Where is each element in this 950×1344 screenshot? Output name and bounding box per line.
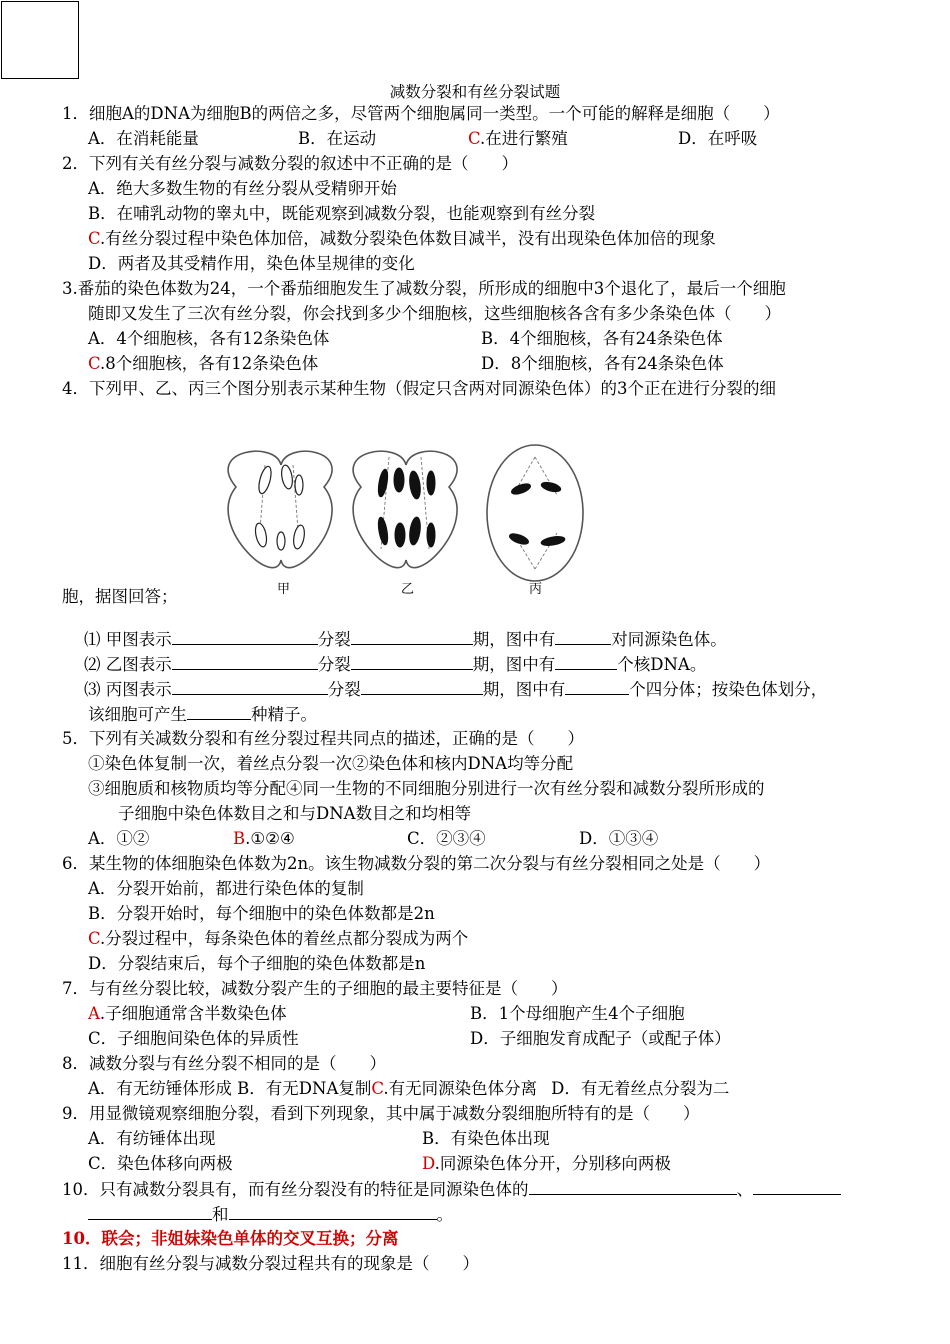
q5-option-b — [233, 828, 407, 850]
q4-s2-a: ⑵ 乙图表示 — [84, 655, 172, 674]
q3-option-c-text: .8个细胞核，各有12条染色体 — [100, 354, 319, 373]
q1-option-c-text: .在进行繁殖 — [480, 129, 568, 148]
q7-option-a-letter: A — [88, 1004, 100, 1023]
q7-options-ab — [88, 1003, 685, 1025]
q4-s2-blank-3[interactable] — [555, 653, 617, 670]
q6-option-d: D．分裂结束后，每个子细胞的染色体数都是n — [88, 954, 426, 973]
q1-option-b: B．在运动 — [298, 129, 377, 148]
q4-s1-c: 期，图中有 — [472, 630, 556, 649]
q4-s2-blank-2[interactable] — [351, 653, 473, 670]
q3-option-a: A．4个细胞核，各有12条染色体 — [88, 329, 330, 348]
q4-s3-blank-3[interactable] — [565, 678, 629, 695]
q8-option-c-text: .有无同源染色体分离 — [383, 1079, 538, 1098]
question-2-stem: 2．下列有关有丝分裂与减数分裂的叙述中不正确的是（ ） — [62, 154, 518, 173]
q3-options-ab — [88, 328, 723, 350]
cell-bing-outline — [487, 445, 583, 581]
q2-option-c-text: .有丝分裂过程中染色体加倍，减数分裂染色体数目减半，没有出现染色体加倍的现象 — [100, 229, 716, 248]
question-3-stem-line1: 3.番茄的染色体数为24，一个番茄细胞发生了减数分裂，所形成的细胞中3个退化了，最后一个细胞 — [62, 279, 786, 298]
q8-option-d: D．有无着丝点分裂为二 — [551, 1079, 730, 1098]
q4-s1-a: ⑴ 甲图表示 — [84, 630, 172, 649]
q4-s3-a: ⑶ 丙图表示 — [84, 680, 172, 699]
q10-and: 和 — [212, 1205, 229, 1224]
q4-s3-blank-4[interactable] — [187, 703, 251, 720]
q1-option-d: D．在呼吸 — [678, 129, 758, 148]
q9-option-c: C．染色体移向两极 — [88, 1154, 233, 1173]
q10-end: 。 — [436, 1205, 453, 1224]
q9-option-d — [422, 1153, 671, 1175]
q6-option-b: B．分裂开始时，每个细胞中的染色体数都是2n — [88, 904, 435, 923]
q5-option-d: D．①③④ — [579, 829, 659, 848]
q4-s3-blank-1[interactable] — [172, 678, 328, 695]
q5-item-line1: ①染色体复制一次，着丝点分裂一次②染色体和核内DNA均等分配 — [88, 754, 574, 773]
q9-options-ab — [88, 1128, 550, 1150]
q2-option-c — [88, 228, 716, 250]
q8-option-c-letter: C — [371, 1079, 384, 1098]
q10-blank-2[interactable] — [753, 1178, 841, 1195]
cell-yi-outline — [353, 451, 457, 567]
question-10-stem — [62, 1178, 841, 1201]
q1-option-a: A．在消耗能量 — [88, 129, 199, 148]
q4-s2-d: 个核DNA。 — [617, 655, 707, 674]
q5-option-b-letter: B — [233, 829, 246, 848]
figure-label-jia: 甲 — [277, 582, 291, 597]
q4-sub-1 — [84, 628, 727, 651]
figure-label-bing: 丙 — [529, 582, 543, 597]
q7-option-c: C．子细胞间染色体的异质性 — [88, 1029, 299, 1048]
q8-options — [88, 1078, 729, 1100]
q2-option-c-letter: C — [88, 229, 101, 248]
q4-s2-b: 分裂 — [317, 655, 351, 674]
q3-option-b: B．4个细胞核，各有24条染色体 — [481, 329, 723, 348]
q10-blank-3[interactable] — [88, 1203, 212, 1220]
q10-blank-1[interactable] — [529, 1178, 737, 1195]
q1-option-c-letter: C — [468, 129, 481, 148]
q4-s3-blank-2[interactable] — [361, 678, 483, 695]
q7-options-cd — [88, 1028, 731, 1050]
cell-division-figure — [195, 425, 595, 605]
q4-s3-line2-b: 种精子。 — [251, 705, 317, 724]
question-4-stem-cont: 胞，据图回答； — [62, 587, 178, 606]
q7-option-a — [88, 1003, 470, 1025]
question-1-stem: 1．细胞A的DNA为细胞B的两倍之多，尽管两个细胞属同一类型。一个可能的解释是细胞（ ） — [62, 104, 780, 123]
question-11-stem: 11．细胞有丝分裂与减数分裂过程共有的现象是（ ） — [62, 1254, 479, 1273]
question-8-stem: 8．减数分裂与有丝分裂不相同的是（ ） — [62, 1054, 386, 1073]
q4-s1-d: 对同源染色体。 — [611, 630, 727, 649]
q2-option-b: B．在哺乳动物的睾丸中，既能观察到减数分裂，也能观察到有丝分裂 — [88, 204, 596, 223]
q6-option-c-text: .分裂过程中，每条染色体的着丝点都分裂成为两个 — [100, 929, 469, 948]
q3-option-c — [88, 353, 481, 375]
cell-division-diagrams — [195, 425, 595, 605]
question-7-stem: 7．与有丝分裂比较，减数分裂产生的子细胞的最主要特征是（ ） — [62, 979, 568, 998]
q4-s3-b: 分裂 — [327, 680, 361, 699]
q7-option-b: B．1个母细胞产生4个子细胞 — [470, 1004, 685, 1023]
corner-box — [1, 1, 79, 79]
q4-s1-blank-2[interactable] — [351, 628, 473, 645]
q3-option-d: D．8个细胞核，各有24条染色体 — [481, 354, 724, 373]
question-9-stem: 9．用显微镜观察细胞分裂，看到下列现象，其中属于减数分裂细胞所特有的是（ ） — [62, 1104, 700, 1123]
q4-s2-c: 期，图中有 — [472, 655, 556, 674]
q9-option-a: A．有纺锤体出现 — [88, 1129, 216, 1148]
question-4-stem: 4．下列甲、乙、丙三个图分别表示某种生物（假定只含两对同源染色体）的3个正在进行分裂的细 — [62, 379, 776, 398]
q9-option-b: B．有染色体出现 — [422, 1129, 550, 1148]
question-6-stem: 6．某生物的体细胞染色体数为2n。该生物减数分裂的第二次分裂与有丝分裂相同之处是（ ） — [62, 854, 771, 873]
q5-option-a: A．①② — [88, 829, 150, 848]
q2-option-d: D．两者及其受精作用，染色体呈规律的变化 — [88, 254, 415, 273]
q10-sep: 、 — [736, 1180, 753, 1199]
question-5-stem: 5．下列有关减数分裂和有丝分裂过程共同点的描述，正确的是（ ） — [62, 729, 584, 748]
q9-option-d-letter: D — [422, 1154, 435, 1173]
q4-sub-3-line2 — [88, 703, 317, 726]
q7-option-a-text: .子细胞通常含半数染色体 — [99, 1004, 287, 1023]
q3-option-c-letter: C — [88, 354, 101, 373]
q6-option-a: A．分裂开始前，都进行染色体的复制 — [88, 879, 364, 898]
q4-sub-3 — [84, 678, 827, 701]
q5-item-line2: ③细胞质和核物质均等分配④同一生物的不同细胞分别进行一次有丝分裂和减数分裂所形成的 — [88, 779, 765, 798]
q6-option-c-letter: C — [88, 929, 101, 948]
q4-s1-b: 分裂 — [317, 630, 351, 649]
q4-s3-c: 期，图中有 — [482, 680, 566, 699]
q4-s1-blank-3[interactable] — [555, 628, 611, 645]
q7-option-d: D．子细胞发育成配子（或配子体） — [470, 1029, 731, 1048]
q10-answer: 10．联会；非姐妹染色单体的交叉互换；分离 — [62, 1229, 399, 1248]
q5-option-b-text: .①②④ — [245, 829, 295, 848]
q4-s1-blank-1[interactable] — [172, 628, 318, 645]
q4-s3-line2-a: 该细胞可产生 — [88, 705, 187, 724]
q1-option-c — [468, 128, 678, 150]
q5-item-line3: 子细胞中染色体数目之和与DNA数目之和均相等 — [118, 804, 472, 823]
q2-option-a: A．绝大多数生物的有丝分裂从受精卵开始 — [88, 179, 397, 198]
question-10-line2 — [88, 1203, 453, 1226]
question-3-stem-line2: 随即又发生了三次有丝分裂，你会找到多少个细胞核，这些细胞核各含有多少条染色体（ ） — [88, 304, 781, 323]
q5-options — [88, 828, 658, 850]
q4-sub-2 — [84, 653, 706, 676]
q10-stem-text: 10．只有减数分裂具有，而有丝分裂没有的特征是同源染色体的 — [62, 1180, 529, 1199]
figure-label-yi: 乙 — [401, 582, 415, 597]
q5-option-c: C．②③④ — [407, 829, 486, 848]
q3-options-cd — [88, 353, 724, 375]
q10-blank-4[interactable] — [229, 1203, 437, 1220]
q9-option-d-text: .同源染色体分开，分别移向两极 — [434, 1154, 671, 1173]
q4-s2-blank-1[interactable] — [172, 653, 318, 670]
q6-option-c — [88, 928, 468, 950]
q8-option-ab: A．有无纺锤体形成 B．有无DNA复制 — [88, 1079, 372, 1098]
q4-s3-d: 个四分体；按染色体划分， — [629, 680, 828, 699]
page-title: 减数分裂和有丝分裂试题 — [389, 83, 561, 101]
q9-options-cd — [88, 1153, 671, 1175]
question-1-options — [88, 128, 757, 150]
